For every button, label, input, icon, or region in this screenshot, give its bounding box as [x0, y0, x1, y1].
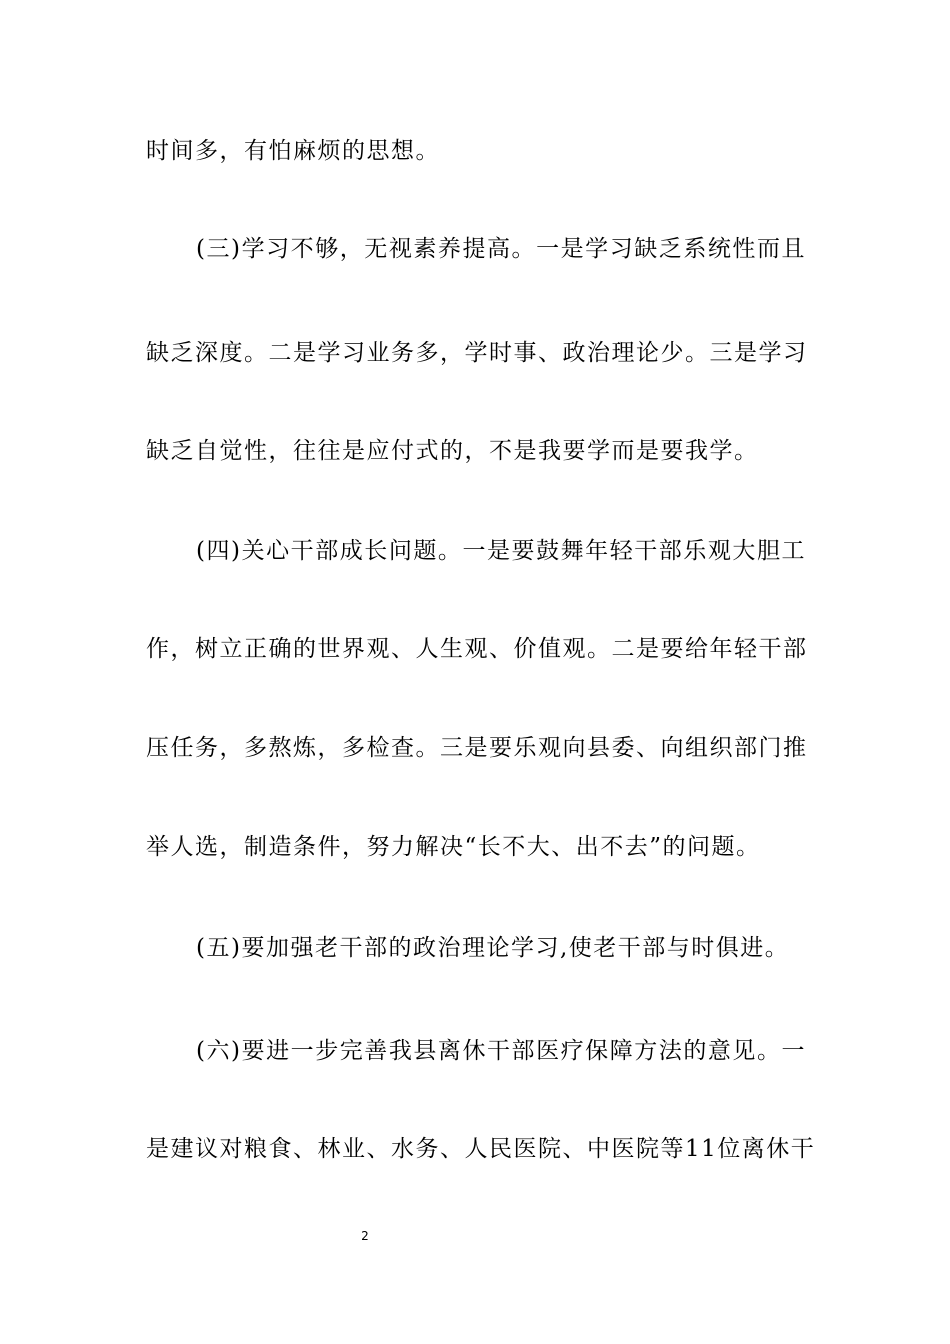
text-line-11: 是建议对粮食、林业、水务、人民医院、中医院等11位离休干: [146, 1136, 816, 1162]
text-line-1: 时间多，有怕麻烦的思想。: [146, 138, 440, 164]
text-line-4: 缺乏自觉性，往往是应付式的，不是我要学而是要我学。: [146, 438, 759, 464]
text-line-2: (三)学习不够，无视素养提高。一是学习缺乏系统性而且: [196, 236, 806, 262]
text-line-5: (四)关心干部成长问题。一是要鼓舞年轻干部乐观大胆工: [196, 538, 806, 564]
text-line-9: (五)要加强老干部的政治理论学习,使老干部与时俱进。: [196, 935, 790, 961]
page-number: 2: [361, 1229, 369, 1243]
text-line-10: (六)要进一步完善我县离休干部医疗保障方法的意见。一: [196, 1038, 806, 1064]
text-line-3: 缺乏深度。二是学习业务多，学时事、政治理论少。三是学习: [146, 340, 808, 366]
text-line-8: 举人选，制造条件，努力解决“长不大、出不去”的问题。: [146, 834, 761, 860]
text-line-6: 作，树立正确的世界观、人生观、价值观。二是要给年轻干部: [146, 636, 808, 662]
text-line-7: 压任务，多熬炼，多检查。三是要乐观向县委、向组织部门推: [146, 735, 808, 761]
